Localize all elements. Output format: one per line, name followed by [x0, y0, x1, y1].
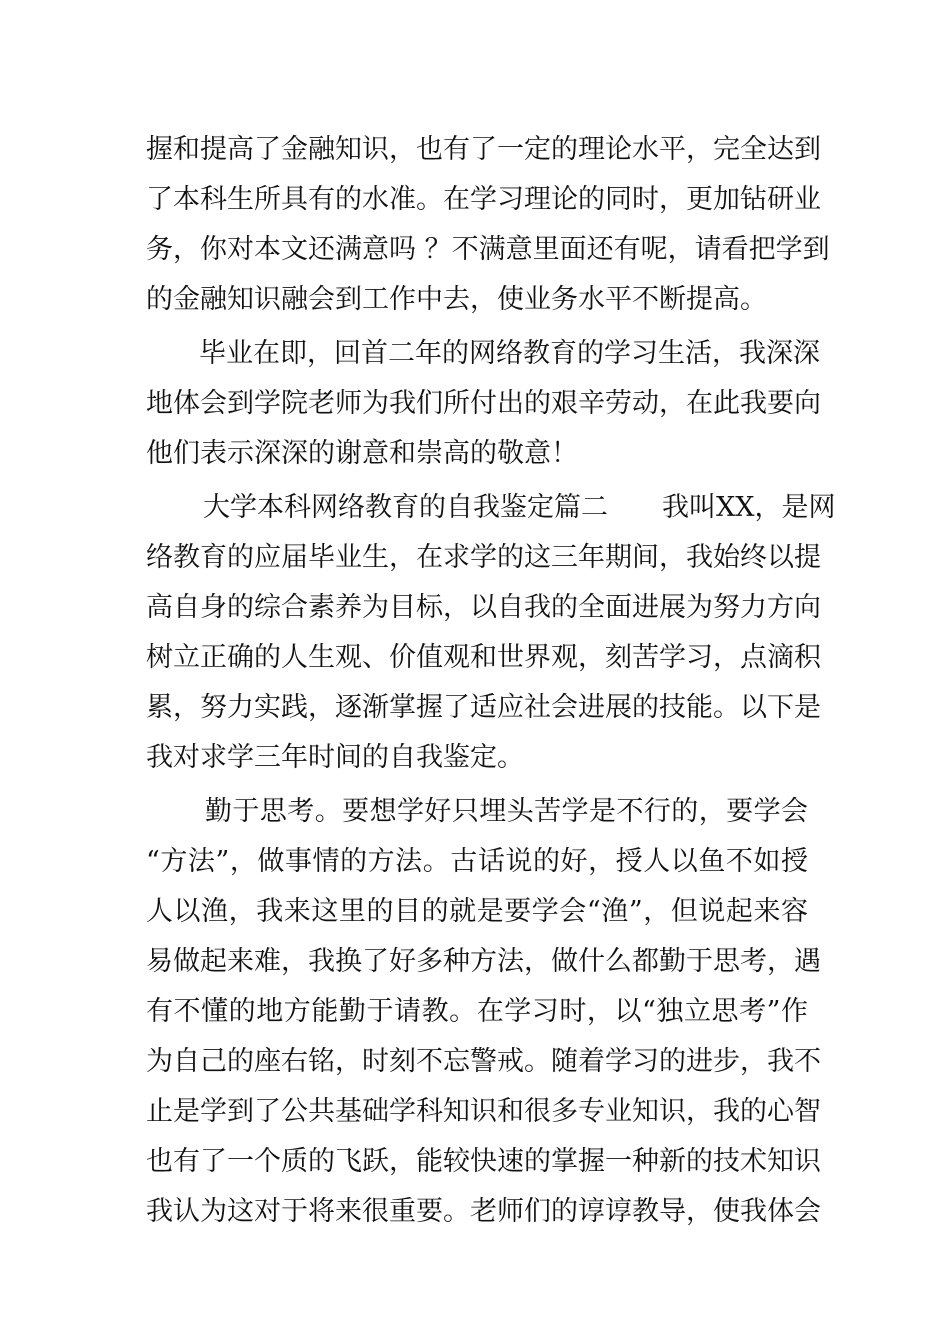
text-line: 有不懂的地方能勤于请教。在学习时，以“独立思考”作: [146, 996, 808, 1027]
text-line: 毕业在即，回首二年的网络教育的学习生活，我深深: [199, 338, 820, 369]
text-line: “方法”，做事情的方法。古话说的好，授人以鱼不如授: [146, 846, 808, 877]
text-line: 累，努力实践，逐渐掌握了适应社会进展的技能。以下是: [146, 692, 821, 723]
text-line: 我对求学三年时间的自我鉴定。: [146, 742, 524, 773]
text-line: 也有了一个质的飞跃，能较快速的掌握一种新的技术知识: [146, 1146, 821, 1177]
text-line: 高自身的综合素养为目标，以自我的全面进展为努力方向: [146, 592, 821, 623]
text-line: 他们表示深深的谢意和崇高的敬意！: [146, 438, 578, 469]
text-line: 务，你对本文还满意吗 ？不满意里面还有呢，请看把学到: [146, 234, 830, 265]
text-line: 络教育的应届毕业生，在求学的这三年期间，我始终以提: [146, 542, 821, 573]
text-line: 人以渔，我来这里的目的就是要学会“渔”，但说起来容: [146, 896, 808, 927]
text-line: 易做起来难，我换了好多种方法，做什么都勤于思考，遇: [146, 946, 821, 977]
text-line: 止是学到了公共基础学科知识和很多专业知识，我的心智: [146, 1096, 821, 1127]
text-line: 为自己的座右铭，时刻不忘警戒。随着学习的进步，我不: [146, 1046, 821, 1077]
text-line: 树立正确的人生观、价值观和世界观，刻苦学习，点滴积: [146, 642, 821, 673]
text-line: 勤于思考。要想学好只埋头苦学是不行的，要学会: [205, 796, 808, 827]
text-line: 的金融知识融会到工作中去，使业务水平不断提高。: [146, 284, 767, 315]
text-line: 我认为这对于将来很重要。老师们的谆谆教导，使我体会: [146, 1196, 821, 1227]
text-line: 地体会到学院老师为我们所付出的艰辛劳动，在此我要向: [146, 388, 821, 419]
text-line: 大学本科网络教育的自我鉴定篇二 我叫XX，是网: [203, 492, 836, 523]
document-body: [146, 125, 836, 1237]
text-line: 了本科生所具有的水准。在学习理论的同时，更加钻研业: [146, 184, 821, 215]
text-line: 握和提高了金融知识，也有了一定的理论水平，完全达到: [146, 134, 821, 165]
